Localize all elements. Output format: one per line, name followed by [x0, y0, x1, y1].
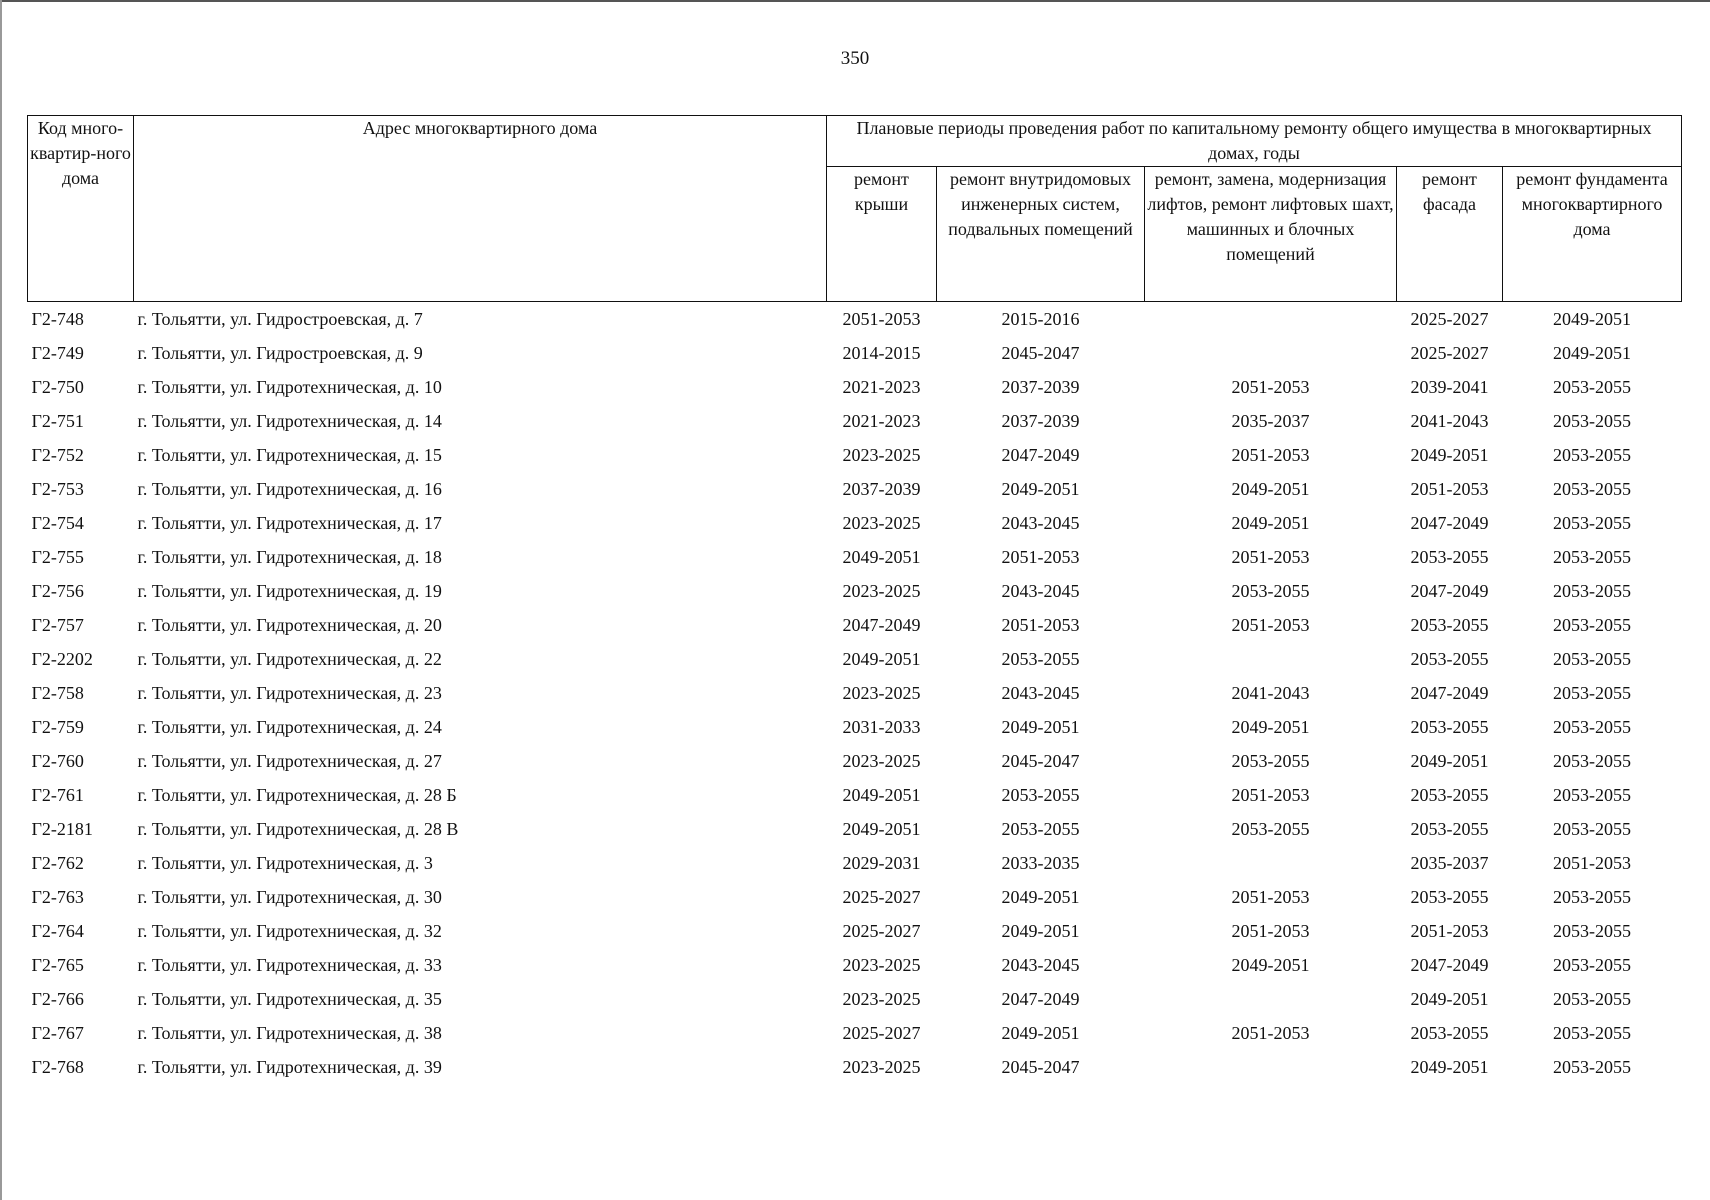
scan-left-edge — [0, 0, 2, 1200]
row-facade-period: 2051-2053 — [1410, 920, 1489, 941]
row-roof-period: 2049-2051 — [842, 818, 921, 839]
row-code: Г2-766 — [31, 988, 84, 1009]
row-code: Г2-761 — [31, 784, 84, 805]
row-facade-period: 2049-2051 — [1410, 1056, 1489, 1077]
row-lifts-period: 2053-2055 — [1231, 750, 1310, 771]
row-foundation-period: 2053-2055 — [1553, 750, 1631, 771]
row-facade-period: 2047-2049 — [1410, 682, 1489, 703]
row-code: Г2-760 — [31, 750, 84, 771]
row-systems-period: 2037-2039 — [1001, 410, 1080, 431]
row-code: Г2-750 — [31, 376, 84, 397]
row-roof-period: 2023-2025 — [842, 988, 921, 1009]
row-foundation-period: 2053-2055 — [1553, 546, 1631, 567]
row-facade-period: 2047-2049 — [1410, 954, 1489, 975]
row-code: Г2-757 — [31, 614, 84, 635]
row-code: Г2-763 — [31, 886, 84, 907]
row-roof-period: 2049-2051 — [842, 648, 921, 669]
row-facade-period: 2053-2055 — [1410, 1022, 1489, 1043]
row-facade-period: 2049-2051 — [1410, 988, 1489, 1009]
row-roof-period: 2051-2053 — [842, 308, 921, 329]
row-roof-period: 2029-2031 — [842, 852, 921, 873]
row-foundation-period: 2053-2055 — [1553, 784, 1631, 805]
row-lifts-period: 2051-2053 — [1231, 614, 1310, 635]
row-address: г. Тольятти, ул. Гидротехническая, д. 38 — [137, 1022, 442, 1043]
row-foundation-period: 2049-2051 — [1553, 342, 1631, 363]
row-lifts-period: 2049-2051 — [1231, 716, 1310, 737]
table-row — [28, 812, 1682, 846]
table-header — [28, 116, 1682, 302]
table-row — [28, 744, 1682, 778]
row-address: г. Тольятти, ул. Гидротехническая, д. 19 — [137, 580, 442, 601]
row-systems-period: 2049-2051 — [1001, 886, 1080, 907]
row-lifts-period: 2051-2053 — [1231, 444, 1310, 465]
row-systems-period: 2043-2045 — [1001, 512, 1080, 533]
row-facade-period: 2025-2027 — [1410, 308, 1489, 329]
table-row — [28, 1050, 1682, 1084]
row-address: г. Тольятти, ул. Гидротехническая, д. 22 — [137, 648, 442, 669]
row-address: г. Тольятти, ул. Гидротехническая, д. 32 — [137, 920, 442, 941]
row-facade-period: 2047-2049 — [1410, 512, 1489, 533]
row-foundation-period: 2053-2055 — [1553, 376, 1631, 397]
row-roof-period: 2049-2051 — [842, 784, 921, 805]
table-row — [28, 438, 1682, 472]
row-foundation-period: 2053-2055 — [1553, 1022, 1631, 1043]
row-foundation-period: 2053-2055 — [1553, 478, 1631, 499]
row-foundation-period: 2053-2055 — [1553, 444, 1631, 465]
row-code: Г2-755 — [31, 546, 84, 567]
table-row — [28, 914, 1682, 948]
row-facade-period: 2053-2055 — [1410, 716, 1489, 737]
table-row — [28, 1016, 1682, 1050]
row-roof-period: 2025-2027 — [842, 920, 921, 941]
table-row — [28, 880, 1682, 914]
row-foundation-period: 2053-2055 — [1553, 988, 1631, 1009]
row-facade-period: 2047-2049 — [1410, 580, 1489, 601]
row-roof-period: 2049-2051 — [842, 546, 921, 567]
row-facade-period: 2051-2053 — [1410, 478, 1489, 499]
row-address: г. Тольятти, ул. Гидростроевская, д. 9 — [137, 342, 423, 363]
table-row — [28, 336, 1682, 370]
row-foundation-period: 2053-2055 — [1553, 614, 1631, 635]
row-code: Г2-751 — [31, 410, 84, 431]
row-roof-period: 2021-2023 — [842, 376, 921, 397]
table-row — [28, 370, 1682, 404]
page-number: 350 — [840, 48, 870, 69]
row-roof-period: 2023-2025 — [842, 954, 921, 975]
row-facade-period: 2053-2055 — [1410, 886, 1489, 907]
row-code: Г2-765 — [31, 954, 84, 975]
header-code: Код много-квартир-ного дома — [28, 116, 134, 302]
row-lifts-period — [1145, 982, 1397, 1016]
row-systems-period: 2049-2051 — [1001, 716, 1080, 737]
row-code: Г2-2202 — [31, 648, 93, 669]
table-row — [28, 676, 1682, 710]
row-code: Г2-754 — [31, 512, 84, 533]
table-row — [28, 506, 1682, 540]
row-address: г. Тольятти, ул. Гидротехническая, д. 15 — [137, 444, 442, 465]
row-address: г. Тольятти, ул. Гидротехническая, д. 33 — [137, 954, 442, 975]
table-row — [28, 472, 1682, 506]
row-lifts-period: 2035-2037 — [1231, 410, 1310, 431]
row-lifts-period: 2049-2051 — [1231, 512, 1310, 533]
row-address: г. Тольятти, ул. Гидротехническая, д. 27 — [137, 750, 442, 771]
row-foundation-period: 2053-2055 — [1553, 954, 1631, 975]
row-foundation-period: 2053-2055 — [1553, 1056, 1631, 1077]
row-lifts-period: 2051-2053 — [1231, 1022, 1310, 1043]
row-address: г. Тольятти, ул. Гидротехническая, д. 28 В — [137, 818, 459, 839]
row-lifts-period: 2053-2055 — [1231, 580, 1310, 601]
row-systems-period: 2049-2051 — [1001, 920, 1080, 941]
row-facade-period: 2053-2055 — [1410, 784, 1489, 805]
table-row — [28, 404, 1682, 438]
row-systems-period: 2033-2035 — [1001, 852, 1080, 873]
row-lifts-period: 2049-2051 — [1231, 478, 1310, 499]
row-lifts-period: 2051-2053 — [1231, 920, 1310, 941]
row-facade-period: 2053-2055 — [1410, 614, 1489, 635]
row-systems-period: 2043-2045 — [1001, 682, 1080, 703]
row-lifts-period — [1145, 302, 1397, 337]
row-address: г. Тольятти, ул. Гидротехническая, д. 16 — [137, 478, 442, 499]
row-roof-period: 2025-2027 — [842, 1022, 921, 1043]
row-address: г. Тольятти, ул. Гидротехническая, д. 23 — [137, 682, 442, 703]
row-roof-period: 2023-2025 — [842, 512, 921, 533]
table-row — [28, 710, 1682, 744]
row-systems-period: 2037-2039 — [1001, 376, 1080, 397]
row-systems-period: 2043-2045 — [1001, 580, 1080, 601]
table-row — [28, 302, 1682, 337]
row-systems-period: 2049-2051 — [1001, 478, 1080, 499]
row-address: г. Тольятти, ул. Гидротехническая, д. 14 — [137, 410, 442, 431]
row-lifts-period — [1145, 336, 1397, 370]
table-row — [28, 948, 1682, 982]
row-code: Г2-752 — [31, 444, 84, 465]
row-code: Г2-749 — [31, 342, 84, 363]
row-roof-period: 2031-2033 — [842, 716, 921, 737]
row-address: г. Тольятти, ул. Гидротехническая, д. 10 — [137, 376, 442, 397]
row-systems-period: 2043-2045 — [1001, 954, 1080, 975]
row-code: Г2-764 — [31, 920, 84, 941]
row-lifts-period: 2049-2051 — [1231, 954, 1310, 975]
row-address: г. Тольятти, ул. Гидростроевская, д. 7 — [137, 308, 423, 329]
row-code: Г2-2181 — [31, 818, 93, 839]
table-row — [28, 574, 1682, 608]
row-roof-period: 2023-2025 — [842, 580, 921, 601]
row-lifts-period: 2053-2055 — [1231, 818, 1310, 839]
header-periods: Плановые периоды проведения работ по капитальному ремонту общего имущества в многоквартирных домах, годы — [827, 116, 1682, 167]
row-roof-period: 2023-2025 — [842, 682, 921, 703]
row-roof-period: 2021-2023 — [842, 410, 921, 431]
row-roof-period: 2014-2015 — [842, 342, 921, 363]
table-body — [28, 302, 1682, 1085]
row-facade-period: 2025-2027 — [1410, 342, 1489, 363]
row-systems-period: 2045-2047 — [1001, 750, 1080, 771]
row-code: Г2-759 — [31, 716, 84, 737]
row-address: г. Тольятти, ул. Гидротехническая, д. 24 — [137, 716, 442, 737]
row-facade-period: 2053-2055 — [1410, 648, 1489, 669]
row-code: Г2-768 — [31, 1056, 84, 1077]
row-address: г. Тольятти, ул. Гидротехническая, д. 30 — [137, 886, 442, 907]
row-foundation-period: 2053-2055 — [1553, 512, 1631, 533]
row-lifts-period — [1145, 642, 1397, 676]
row-address: г. Тольятти, ул. Гидротехническая, д. 3 — [137, 852, 433, 873]
row-lifts-period: 2051-2053 — [1231, 546, 1310, 567]
row-systems-period: 2053-2055 — [1001, 784, 1080, 805]
scan-top-edge — [0, 0, 1710, 2]
row-code: Г2-762 — [31, 852, 84, 873]
table-row — [28, 982, 1682, 1016]
row-facade-period: 2041-2043 — [1410, 410, 1489, 431]
row-systems-period: 2047-2049 — [1001, 988, 1080, 1009]
row-foundation-period: 2049-2051 — [1553, 308, 1631, 329]
row-code: Г2-748 — [31, 308, 84, 329]
row-foundation-period: 2053-2055 — [1553, 886, 1631, 907]
row-systems-period: 2051-2053 — [1001, 546, 1080, 567]
row-foundation-period: 2053-2055 — [1553, 410, 1631, 431]
table-row — [28, 846, 1682, 880]
row-foundation-period: 2053-2055 — [1553, 716, 1631, 737]
row-lifts-period — [1145, 1050, 1397, 1084]
header-address: Адрес многоквартирного дома — [134, 116, 827, 302]
row-systems-period: 2053-2055 — [1001, 648, 1080, 669]
row-address: г. Тольятти, ул. Гидротехническая, д. 17 — [137, 512, 442, 533]
row-roof-period: 2047-2049 — [842, 614, 921, 635]
header-lifts: ремонт, замена, модернизация лифтов, ремонт лифтовых шахт, машинных и блочных помещений — [1145, 167, 1397, 302]
row-roof-period: 2023-2025 — [842, 750, 921, 771]
row-roof-period: 2037-2039 — [842, 478, 921, 499]
row-facade-period: 2039-2041 — [1410, 376, 1489, 397]
row-lifts-period: 2051-2053 — [1231, 886, 1310, 907]
header-roof: ремонт крыши — [827, 167, 937, 302]
row-systems-period: 2015-2016 — [1001, 308, 1080, 329]
row-address: г. Тольятти, ул. Гидротехническая, д. 20 — [137, 614, 442, 635]
row-foundation-period: 2053-2055 — [1553, 580, 1631, 601]
row-address: г. Тольятти, ул. Гидротехническая, д. 35 — [137, 988, 442, 1009]
row-code: Г2-767 — [31, 1022, 84, 1043]
row-lifts-period: 2041-2043 — [1231, 682, 1310, 703]
row-code: Г2-756 — [31, 580, 84, 601]
row-lifts-period: 2051-2053 — [1231, 784, 1310, 805]
row-address: г. Тольятти, ул. Гидротехническая, д. 28 Б — [137, 784, 457, 805]
repair-schedule-table — [27, 115, 1682, 1084]
row-code: Г2-758 — [31, 682, 84, 703]
row-systems-period: 2045-2047 — [1001, 1056, 1080, 1077]
row-code: Г2-753 — [31, 478, 84, 499]
header-systems: ремонт внутридомовых инженерных систем, подвальных помещений — [937, 167, 1145, 302]
row-lifts-period — [1145, 846, 1397, 880]
row-systems-period: 2049-2051 — [1001, 1022, 1080, 1043]
row-facade-period: 2053-2055 — [1410, 818, 1489, 839]
row-systems-period: 2047-2049 — [1001, 444, 1080, 465]
row-facade-period: 2049-2051 — [1410, 750, 1489, 771]
row-foundation-period: 2051-2053 — [1553, 852, 1631, 873]
row-roof-period: 2025-2027 — [842, 886, 921, 907]
row-systems-period: 2053-2055 — [1001, 818, 1080, 839]
row-address: г. Тольятти, ул. Гидротехническая, д. 18 — [137, 546, 442, 567]
row-systems-period: 2045-2047 — [1001, 342, 1080, 363]
header-foundation: ремонт фундамента многоквартирного дома — [1503, 167, 1682, 302]
row-roof-period: 2023-2025 — [842, 1056, 921, 1077]
row-foundation-period: 2053-2055 — [1553, 920, 1631, 941]
row-lifts-period: 2051-2053 — [1231, 376, 1310, 397]
row-roof-period: 2023-2025 — [842, 444, 921, 465]
table-row — [28, 608, 1682, 642]
header-facade: ремонт фасада — [1397, 167, 1503, 302]
row-foundation-period: 2053-2055 — [1553, 682, 1631, 703]
row-facade-period: 2035-2037 — [1410, 852, 1489, 873]
row-systems-period: 2051-2053 — [1001, 614, 1080, 635]
row-foundation-period: 2053-2055 — [1553, 818, 1631, 839]
row-foundation-period: 2053-2055 — [1553, 648, 1631, 669]
table-row — [28, 778, 1682, 812]
table-row — [28, 642, 1682, 676]
row-address: г. Тольятти, ул. Гидротехническая, д. 39 — [137, 1056, 442, 1077]
row-facade-period: 2049-2051 — [1410, 444, 1489, 465]
row-facade-period: 2053-2055 — [1410, 546, 1489, 567]
table-row — [28, 540, 1682, 574]
